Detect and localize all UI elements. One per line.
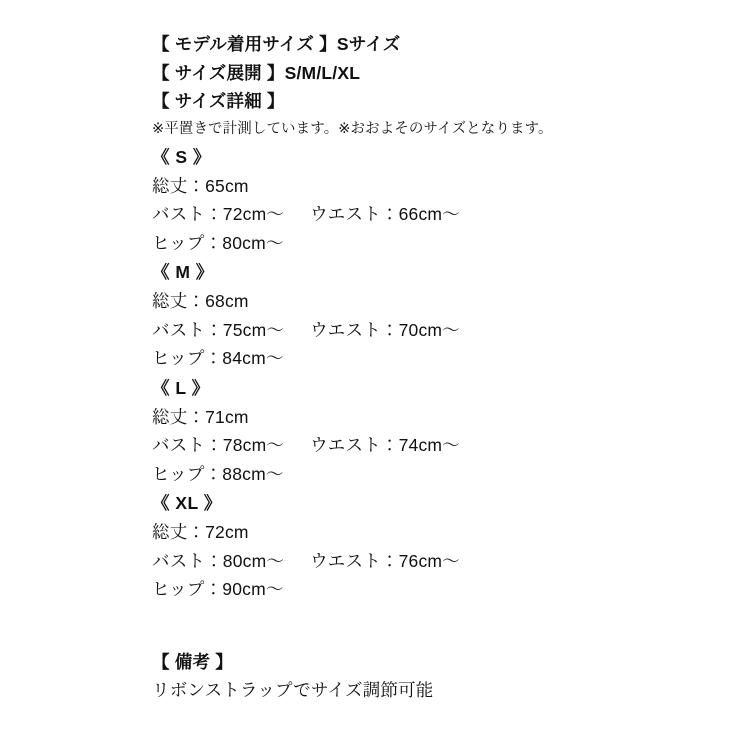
size-range-line: 【 サイズ展開 】S/M/L/XL <box>152 62 361 83</box>
size-m-waist: ウエスト：70cm〜 <box>310 319 460 340</box>
size-group-m <box>152 257 740 373</box>
size-label-l: 《 L 》 <box>152 377 210 398</box>
size-xl-bust-waist <box>152 547 740 576</box>
size-group-l <box>152 373 740 489</box>
measurement-note: ※平置きで計測しています。※おおよそのサイズとなります。 <box>152 120 553 137</box>
size-label-xl: 《 XL 》 <box>152 493 222 513</box>
size-label-m: 《 M 》 <box>152 262 214 282</box>
size-group-s <box>152 142 740 258</box>
size-label-s: 《 S 》 <box>152 146 211 167</box>
size-xl-waist: ウエスト：76cm〜 <box>310 550 460 571</box>
remarks-heading: 【 備考 】 <box>152 651 233 672</box>
size-m-hip: ヒップ：84cm〜 <box>152 348 284 368</box>
size-s-bust: バスト：72cm〜 <box>152 204 285 224</box>
size-m-bust-waist <box>152 316 740 345</box>
size-l-hip: ヒップ：88cm〜 <box>152 463 284 484</box>
size-chart-content <box>0 30 740 705</box>
size-l-waist: ウエスト：74cm〜 <box>310 435 460 455</box>
size-xl-length: 総丈：72cm <box>152 522 249 542</box>
section-spacer <box>152 604 740 648</box>
size-detail-heading: 【 サイズ詳細 】 <box>152 91 285 111</box>
size-m-length: 総丈：68cm <box>152 291 249 311</box>
size-xl-bust: バスト：80cm〜 <box>152 550 285 571</box>
model-size-line: 【 モデル着用サイズ 】Sサイズ <box>152 34 401 54</box>
size-l-length: 総丈：71cm <box>152 406 249 427</box>
size-s-length: 総丈：65cm <box>152 175 249 196</box>
size-xl-hip: ヒップ：90cm〜 <box>152 579 284 599</box>
size-l-bust-waist <box>152 431 740 460</box>
size-group-xl <box>152 488 740 604</box>
size-s-hip: ヒップ：80cm〜 <box>152 232 284 253</box>
size-s-bust-waist <box>152 200 740 229</box>
size-m-bust: バスト：75cm〜 <box>152 319 285 340</box>
size-s-waist: ウエスト：66cm〜 <box>310 204 460 224</box>
size-l-bust: バスト：78cm〜 <box>152 435 285 455</box>
remarks-text: リボンストラップでサイズ調節可能 <box>152 680 434 700</box>
